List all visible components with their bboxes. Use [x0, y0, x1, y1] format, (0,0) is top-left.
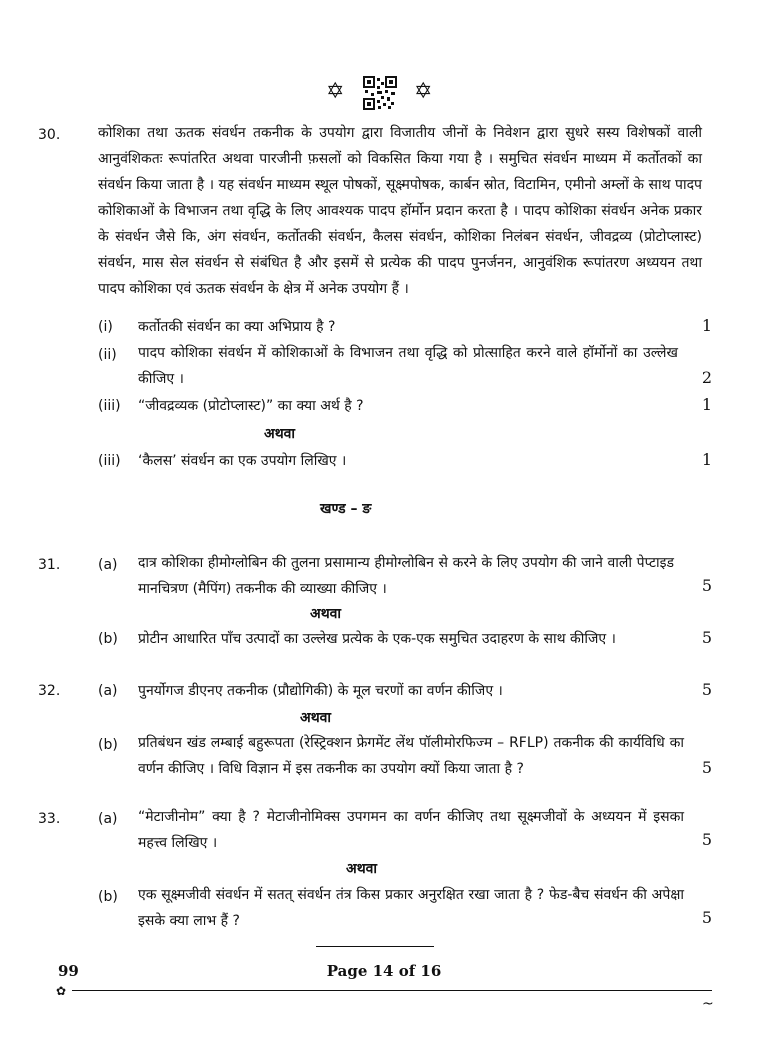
- footer-divider-short: [316, 946, 434, 947]
- question-30-part-i-text: कर्तोतकी संवर्धन का क्या अभिप्राय है ?: [138, 319, 336, 335]
- question-30-part-ii-marks: 2: [701, 368, 712, 387]
- question-30-part-ii-text: पादप कोशिका संवर्धन में कोशिकाओं के विभाजन तथा वृद्धि को प्रोत्साहित करने वाले हॉर्मोनों का उल्लेख कीजिए ।: [138, 345, 678, 387]
- qr-code-icon: [363, 76, 397, 110]
- question-33-a-text: “मेटाजीनोम” क्या है ? मेटाजीनोमिक्स उपगमन का वर्णन कीजिए तथा सूक्ष्मजीवों के अध्ययन में इसका महत्त्व लिखिए ।: [138, 809, 684, 851]
- question-30-part-iii-marks: 1: [701, 395, 712, 414]
- question-30-passage: कोशिका तथा ऊतक संवर्धन तकनीक के उपयोग द्वारा विजातीय जीनों के निवेशन द्वारा सुधरे सस्य विशेषकों वाली आनुवंशिकतः रूपांतरित अथवा पारजीनी फ़सलों को विकसित किया गया है । समुचित संवर्धन माध्यम में कर्तोतकों का संवर्धन किया जाता है । यह संवर्धन माध्यम स्थूल पोषकों, सूक्ष्मपोषक, कार्बन स्रोत, विटामिन, एमीनो अम्लों के साथ पादप कोशिकाओं के विभाजन तथा वृद्धि के लिए आवश्यक पादप हॉर्मोन प्रदान करता है । पादप कोशिका संवर्धन अनेक प्रकार के संवर्धन जैसे कि, अंग संवर्धन, कर्तोतकी संवर्धन, कैलस संवर्धन, कोशिका निलंबन संवर्धन, जीवद्रव्य (प्रोटोप्लास्ट) संवर्धन, मास सेल संवर्धन से संबंधित है और इसमें से प्रत्येक की पादप पुनर्जनन, आनुवंशिक रूपांतरण अध्ययन तथा पादप कोशिका एवं ऊतक संवर्धन के क्षेत्र में अनेक उपयोग हैं ।: [98, 125, 702, 297]
- question-31-b-marks: 5: [701, 628, 712, 647]
- question-32-b-marks: 5: [701, 758, 712, 777]
- question-30-part-iii-alt-text: ‘कैलस’ संवर्धन का एक उपयोग लिखिए ।: [138, 453, 347, 469]
- footer-page-number: Page 14 of 16: [326, 962, 442, 980]
- question-33-or-label: अथवा: [346, 861, 378, 877]
- question-30-or-label: अथवा: [264, 426, 296, 442]
- question-33-b-marks: 5: [701, 908, 712, 927]
- question-32-b-text: प्रतिबंधन खंड लम्बाई बहुरूपता (रेस्ट्रिक्शन फ्रेगमेंट लेंथ पॉलीमोरफिज्म – RFLP) तकनीक की कार्यविधि का वर्णन कीजिए । विधि विज्ञान में इस तकनीक का उपयोग क्यों किया जाता है ?: [138, 735, 684, 777]
- question-30-part-iii-text: “जीवद्रव्यक (प्रोटोप्लास्ट)” का क्या अर्थ है ?: [138, 398, 364, 414]
- question-30-part-iii-label: (iii): [98, 398, 121, 414]
- question-32-a-marks: 5: [701, 680, 712, 699]
- question-33-a-marks: 5: [701, 830, 712, 849]
- footer-divider-long: [72, 990, 712, 991]
- question-31-a-marks: 5: [701, 576, 712, 595]
- footer-paper-code: 99: [58, 962, 79, 980]
- question-30-part-i-label: (i): [98, 319, 113, 335]
- question-32-or-label: अथवा: [300, 710, 332, 726]
- question-30-part-iii-alt-marks: 1: [701, 450, 712, 469]
- question-33-a-label: (a): [98, 811, 118, 827]
- question-32-a-label: (a): [98, 683, 118, 699]
- page-header: [0, 76, 768, 112]
- question-30-number: 30.: [38, 127, 61, 143]
- question-31-b-label: (b): [98, 631, 118, 647]
- question-30-part-iii-alt-label: (iii): [98, 453, 121, 469]
- star-of-david-icon-left: ✡: [326, 79, 345, 104]
- question-33-number: 33.: [38, 811, 61, 827]
- question-32-b-label: (b): [98, 737, 118, 753]
- question-30-part-i-marks: 1: [701, 316, 712, 335]
- footer-tilde: ~: [702, 996, 714, 1012]
- question-30-part-ii-label: (ii): [98, 347, 117, 363]
- question-31-a-label: (a): [98, 557, 118, 573]
- question-31-a-text: दात्र कोशिका हीमोग्लोबिन की तुलना प्रसामान्य हीमोग्लोबिन से करने के लिए उपयोग की जाने वाली पेप्टाइड मानचित्रण (मैपिंग) तकनीक की व्याख्या कीजिए ।: [138, 555, 674, 597]
- question-31-b-text: प्रोटीन आधारित पाँच उत्पादों का उल्लेख प्रत्येक के एक-एक समुचित उदाहरण के साथ कीजिए ।: [138, 631, 616, 647]
- section-title: खण्ड – ङ: [320, 501, 372, 517]
- star-of-david-icon-right: ✡: [414, 79, 433, 104]
- question-31-number: 31.: [38, 557, 61, 573]
- question-33-b-label: (b): [98, 889, 118, 905]
- flower-icon: ✿: [56, 984, 67, 998]
- question-32-number: 32.: [38, 683, 61, 699]
- question-31-or-label: अथवा: [310, 606, 342, 622]
- question-33-b-text: एक सूक्ष्मजीवी संवर्धन में सतत् संवर्धन तंत्र किस प्रकार अनुरक्षित रखा जाता है ? फेड-बैच संवर्धन की अपेक्षा इसके क्या लाभ हैं ?: [138, 887, 684, 929]
- question-32-a-text: पुनर्योगज डीएनए तकनीक (प्रौद्योगिकी) के मूल चरणों का वर्णन कीजिए ।: [138, 683, 503, 699]
